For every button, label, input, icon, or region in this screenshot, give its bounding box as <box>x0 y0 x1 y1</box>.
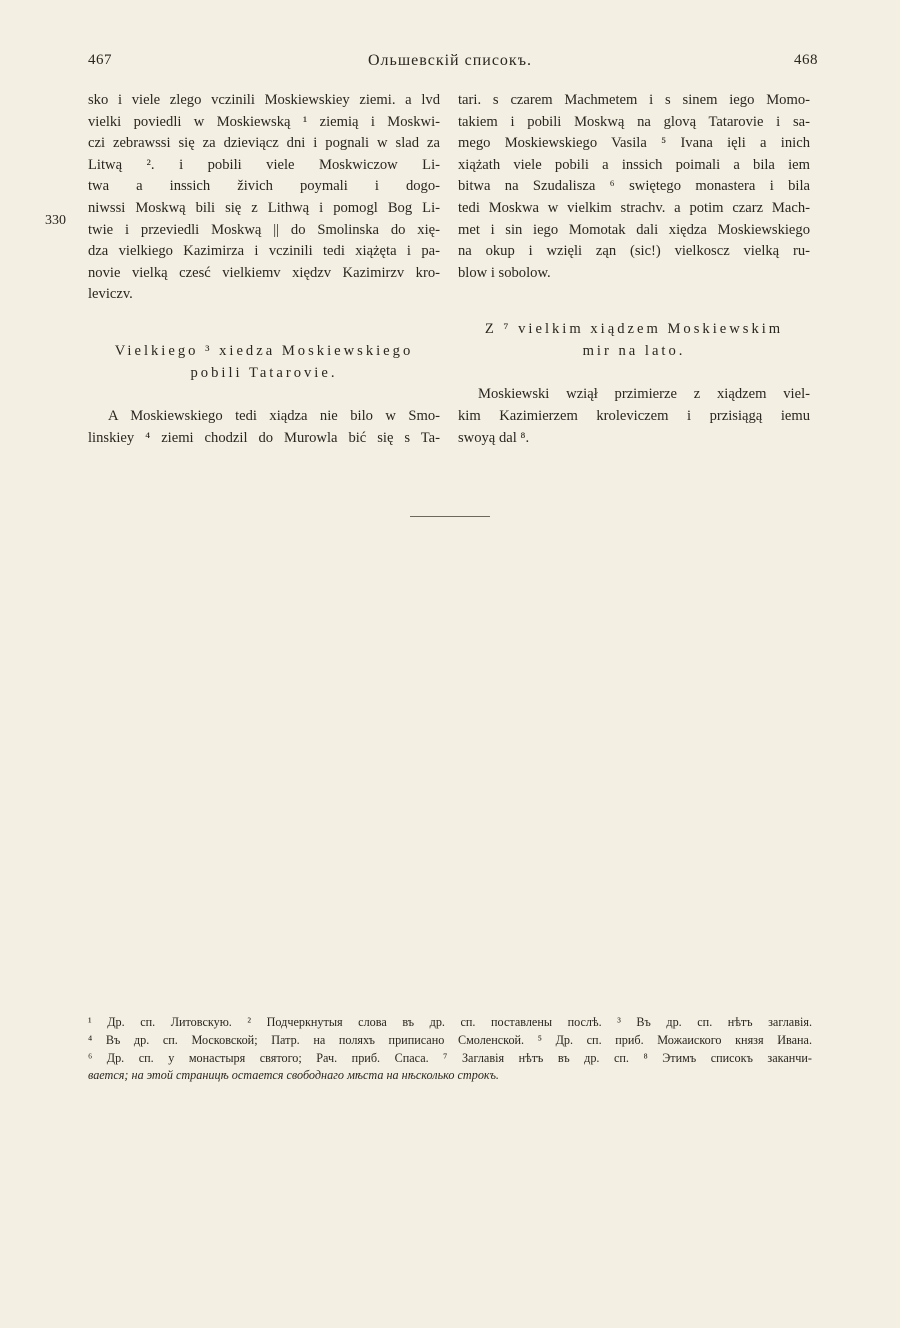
text-line: Litwą ². i pobili viele Moskwiczow Li- <box>88 156 440 173</box>
text-line: bitwa na Szudalisza ⁶ swiętego monastera i bila <box>458 178 810 195</box>
text-line: A Moskiewskiego tedi xiądza nie bilo w Smo- <box>108 407 440 424</box>
text-line: twa a inssich živich poymali i dogo- <box>88 178 440 195</box>
text-line: mego Moskiewskiego Vasila ⁵ Ivana ięli a inich <box>458 135 810 152</box>
paragraph <box>458 384 810 449</box>
text-line: kim Kazimierzem kroleviczem i przisiągą iemu <box>458 407 810 424</box>
footnote-line: ¹ Др. сп. Литовскую. ² Подчеркнутыя слова въ др. сп. поставлены послѣ. ³ Въ др. сп. нѣтъ заглавія. <box>88 1015 812 1029</box>
section-divider <box>410 516 490 517</box>
heading-line: Vielkiego ³ xiedza Moskiewskiego <box>114 342 414 359</box>
paragraph <box>458 90 810 284</box>
right-column <box>458 90 810 449</box>
section-heading <box>88 340 440 384</box>
footnote-line: ⁶ Др. сп. у монастыря святого; Рач. приб. Спаса. ⁷ Заглавія нѣтъ въ др. сп. ⁸ Этимъ списокъ заканчи- <box>88 1050 812 1065</box>
paragraph <box>88 90 440 306</box>
text-line: dza vielkiego Kazimirza i vczinili tedi xiążęta i pa- <box>88 243 440 260</box>
footnotes <box>88 1014 812 1085</box>
text-line: sko i viele zlego vczinili Moskiewskiey ziemi. a lvd <box>88 92 440 108</box>
heading-line: Z ⁷ vielkim xiądzem Moskiewskim <box>484 321 784 338</box>
heading-line: pobili Tatarovie. <box>190 364 338 381</box>
footnote-line: вается; на этой страницѣ остается свободнаго мѣста на нѣсколько строкъ. <box>88 1068 499 1083</box>
margin-line-number: 330 <box>45 213 66 228</box>
text-line: swoyą dal ⁸. <box>458 429 530 446</box>
running-title: Ольшевскій списокъ. <box>368 52 532 69</box>
text-line: na okup i wzięli ząn (sic!) vielkoscz vielką ru- <box>458 243 810 260</box>
text-line: blow i sobolow. <box>458 264 551 281</box>
text-line: vielki poviedli w Moskiewską ¹ ziemią i Moskwi- <box>88 113 440 130</box>
text-line: met i sin iego Momotak dali xiędza Moskiewskiego <box>458 221 810 238</box>
text-line: linskiey ⁴ ziemi chodzil do Murowla bić się s Ta- <box>88 429 440 446</box>
text-line: novie vielką czesć vielkiemv xiędzv Kazimirzv kro- <box>88 264 440 281</box>
text-line: twie i przeviedli Moskwą || do Smolinska do xię- <box>88 221 440 238</box>
text-line: takiem i pobili Moskwą na glovą Tatarovie i sa- <box>458 113 810 130</box>
text-line: Moskiewski wziął przimierze z xiądzem viel- <box>478 386 810 403</box>
text-line: czi zebrawssi się za dzieviącz dni i pognali w slad za <box>88 135 440 152</box>
heading-line: mir na lato. <box>582 343 686 360</box>
footnote-line: ⁴ Въ др. сп. Московской; Патр. на поляхъ приписано Смоленской. ⁵ Др. сп. приб. Можаиского князя Ивана. <box>88 1032 812 1047</box>
left-column <box>88 90 440 449</box>
text-line: leviczv. <box>88 286 133 303</box>
page-number-left: 467 <box>88 52 112 68</box>
text-line: tedi Moskwa w vielkim strachv. a potim czarz Mach- <box>458 199 810 216</box>
text-line: niwssi Moskwą bili się z Lithwą i pomogl Bog Li- <box>88 199 440 216</box>
section-heading <box>458 318 810 362</box>
paragraph <box>88 406 440 449</box>
text-line: tari. s czarem Machmetem i s sinem iego Momo- <box>458 92 810 108</box>
page-number-right: 468 <box>794 52 818 68</box>
text-line: xiążath viele pobili a inssich poimali a bila iem <box>458 156 810 173</box>
